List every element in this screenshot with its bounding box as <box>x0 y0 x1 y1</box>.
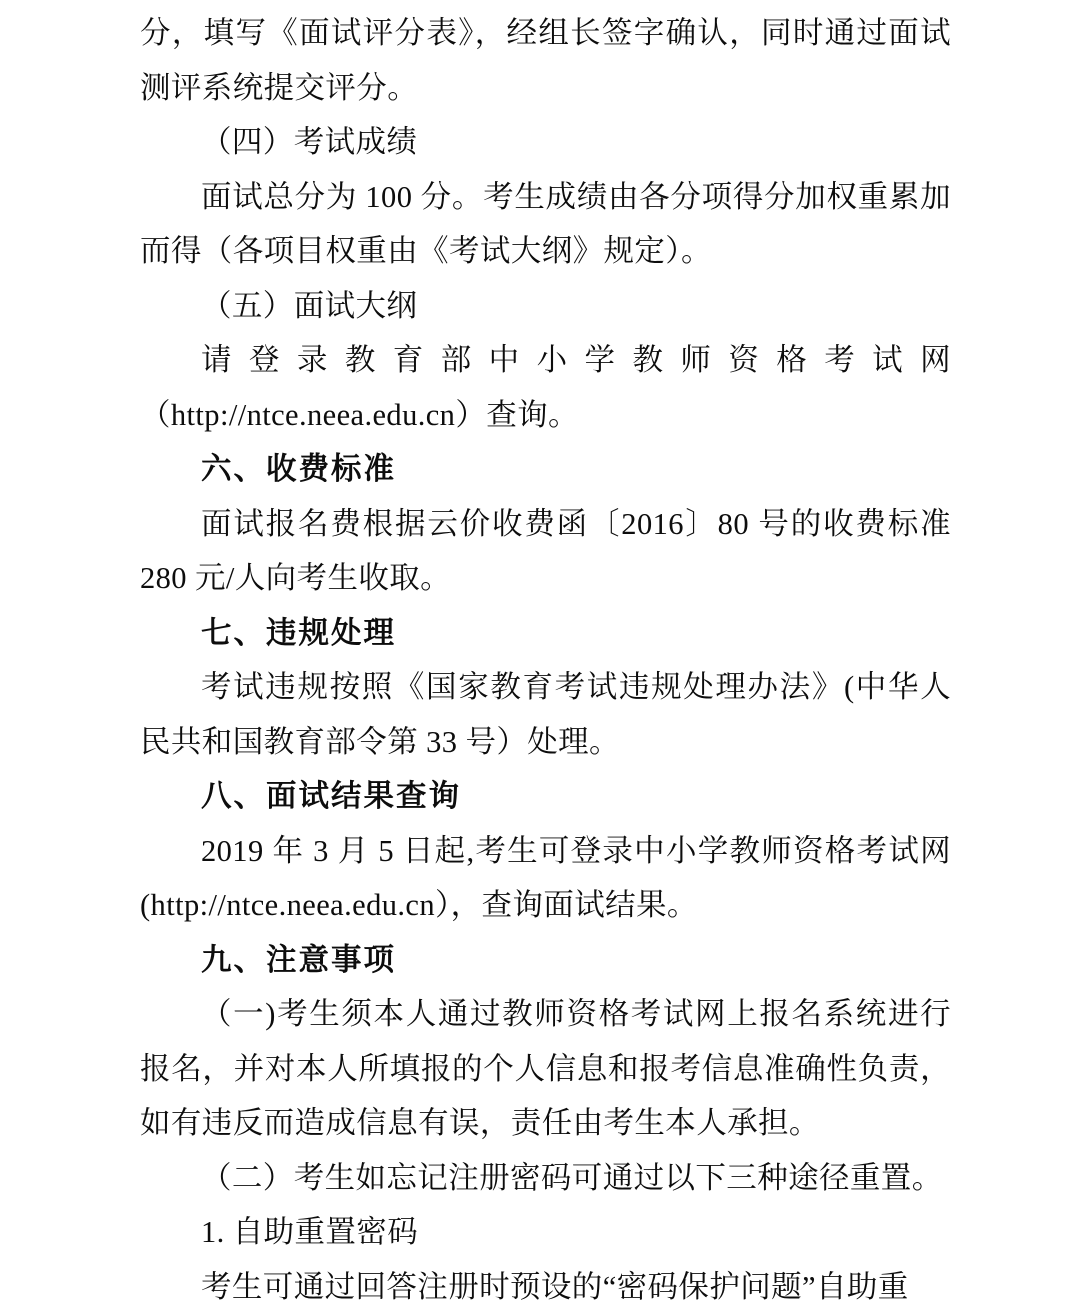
item-number-self-reset-password: 1. 自助重置密码 <box>140 1205 951 1260</box>
paragraph-notice-one: （一)考生须本人通过教师资格考试网上报名系统进行报名，并对本人所填报的个人信息和报考信息准确性负责，如有违反而造成信息有误，责任由考生本人承担。 <box>140 987 951 1151</box>
heading-eight-result-query: 八、面试结果查询 <box>140 769 951 824</box>
document-body <box>140 6 951 1314</box>
heading-six-fee-standard: 六、收费标准 <box>140 442 951 497</box>
paragraph-fee-standard: 面试报名费根据云价收费函〔2016〕80 号的收费标准 280 元/人向考生收取。 <box>140 497 951 606</box>
paragraph-interview-outline: 请登录教育部中小学教师资格考试网（http://ntce.neea.edu.cn）查询。 <box>140 333 951 442</box>
sub-heading-interview-outline: （五）面试大纲 <box>140 279 951 334</box>
paragraph-self-reset-password-body: 考生可通过回答注册时预设的“密码保护问题”自助重 <box>140 1260 951 1314</box>
paragraph-violation-handling: 考试违规按照《国家教育考试违规处理办法》(中华人民共和国教育部令第 33 号）处理。 <box>140 660 951 769</box>
paragraph-notice-two: （二）考生如忘记注册密码可通过以下三种途径重置。 <box>140 1151 951 1206</box>
paragraph-exam-scores: 面试总分为 100 分。考生成绩由各分项得分加权重累加而得（各项目权重由《考试大纲》规定）。 <box>140 170 951 279</box>
heading-nine-notices: 九、注意事项 <box>140 933 951 988</box>
heading-seven-violation-handling: 七、违规处理 <box>140 606 951 661</box>
paragraph-continued-interview-scoring: 分，填写《面试评分表》，经组长签字确认，同时通过面试测评系统提交评分。 <box>140 6 951 115</box>
sub-heading-exam-scores: （四）考试成绩 <box>140 115 951 170</box>
paragraph-result-query: 2019 年 3 月 5 日起,考生可登录中小学教师资格考试网(http://ntce.neea.edu.cn），查询面试结果。 <box>140 824 951 933</box>
